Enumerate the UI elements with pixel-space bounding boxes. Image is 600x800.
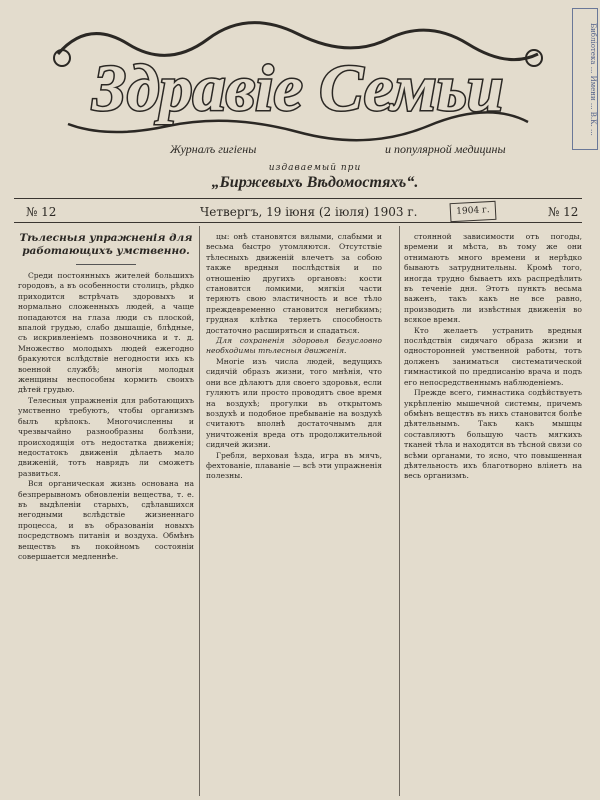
handwritten-year-stamp: 1904 г. bbox=[450, 201, 497, 222]
publisher-intro: издаваемый при bbox=[268, 163, 362, 173]
article-column-2 bbox=[206, 232, 382, 792]
subtitle-right: и популярной медицины bbox=[385, 142, 506, 156]
issue-date: Четвергъ, 19 іюня (2 іюля) 1903 г. bbox=[200, 205, 418, 219]
paragraph: Прежде всего, гимнастика содѣйствуетъ укрѣпленію мышечной системы, причемъ обмѣнъ веществъ въ нихъ становится болѣе дѣятельнымъ. Такъ какъ мышцы составляютъ большую часть мягкихъ тканей тѣла и находятся въ тѣсной связи со всѣми органами, то ясно, что повышенная дѣятельность ихъ благотворно вліяетъ на весь организмъ. bbox=[404, 388, 582, 481]
column-divider bbox=[399, 226, 400, 796]
paragraph: Для сохраненія здоровья безусловно необходимы тѣлесныя движенія. bbox=[206, 336, 382, 356]
column-divider bbox=[199, 226, 200, 796]
article-column-3 bbox=[404, 232, 582, 792]
library-stamp: Библіотека ... Имени ... В.К. ... bbox=[572, 8, 598, 150]
subtitle-left: Журналъ гигіены bbox=[170, 142, 257, 156]
paragraph: Вся органическая жизнь основана на безпрерывномъ обновленіи вещества, т. е. въ выдѣленіи старыхъ, сдѣлавшихся негодными вслѣдствіе жизненнаго процесса, и въ образованіи новыхъ посредствомъ питанія и воздуха. Обмѣнъ веществъ въ покойномъ состояніи совершается медленнѣе. bbox=[18, 479, 194, 561]
paragraph: Среди постоянныхъ жителей большихъ городовъ, а въ особенности столицъ, рѣдко приходится встрѣчать здоровыхъ и нормально сложенныхъ людей, а чаще попадаются на глаза люди съ плоской, впалой грудью, слабо дышащіе, блѣдные, съ искривленіемъ позвоночника и т. д. Множество молодыхъ людей ежегодно бракуются вслѣдствіе негодности ихъ къ военной службѣ; многія молодыя женщины неспособны кормить своихъ дѣтей грудью. bbox=[18, 271, 194, 395]
issue-number-right: № 12 bbox=[548, 205, 579, 219]
article-heading: Тѣлесныя упражненія для работающихъ умственно. bbox=[19, 232, 193, 257]
masthead-title-ornament bbox=[48, 14, 548, 144]
heading-divider bbox=[76, 264, 136, 265]
paragraph: цы: онѣ становятся вялыми, слабыми и весьма быстро утомляются. Отсутствіе тѣлесныхъ движеній влечетъ за собою также вредныя послѣдствія и по отношенію другихъ органовъ: кости становятся ломкими, мягкія части теряютъ свою эластичность и все тѣло преждевременно становится негибкимъ; грудная клѣтка теряетъ способность достаточно расширяться и спадаться. bbox=[206, 232, 382, 335]
paragraph: Телесныя упражненія для работающихъ умственно требуютъ, чтобы организмъ былъ крѣпокъ. Многочисленны и чрезвычайно разнообразны болѣзни, происходящія отъ недостатка движенія; недостатокъ движенія дѣлаетъ мало движеній, тотъ наврядъ ли сможетъ развиться. bbox=[18, 395, 194, 478]
paragraph: Кто желаетъ устранить вредныя послѣдствія сидячаго образа жизни и односторонней умственной работы, тотъ долженъ заниматься систематической гимнастикой по предписанію врача и подъ его непосредственнымъ наблюденіемъ. bbox=[404, 325, 582, 387]
paragraph: Гребля, верховая ѣзда, игра въ мячъ, фехтованіе, плаваніе — всѣ эти упражненія полезны. bbox=[206, 450, 382, 481]
article-column-1 bbox=[18, 232, 194, 792]
masthead-rule-top bbox=[14, 198, 582, 199]
masthead-rule-bottom bbox=[14, 222, 582, 223]
paragraph: Многіе изъ числа людей, ведущихъ сидячій образъ жизни, того мнѣнія, что они все дѣлаютъ для своего здоровья, если гуляютъ или просто проводятъ свое время на воздухѣ; прогулки въ открытомъ воздухѣ и подобное пребываніе на воздухѣ считаютъ вполнѣ достаточнымъ для уничтоженія вреда отъ продолжительной сидячей жизни. bbox=[206, 356, 382, 450]
publisher-name: „Биржевыхъ Вѣдомостяхъ“. bbox=[211, 174, 419, 191]
paragraph: стоянной зависимости отъ погоды, времени и мѣста, въ тому же они отнимаютъ много времени и нерѣдко бываютъ затруднительны. Кромѣ того, иногда трудно бываетъ ихъ распредѣлить въ теченіе дня. Этотъ пунктъ весьма важенъ, такъ какъ не все равно, производить ли извѣстныя движенія во всякое время. bbox=[404, 232, 582, 325]
masthead-title: Здравіе Семьи bbox=[92, 52, 504, 125]
issue-number-left: № 12 bbox=[26, 205, 57, 219]
